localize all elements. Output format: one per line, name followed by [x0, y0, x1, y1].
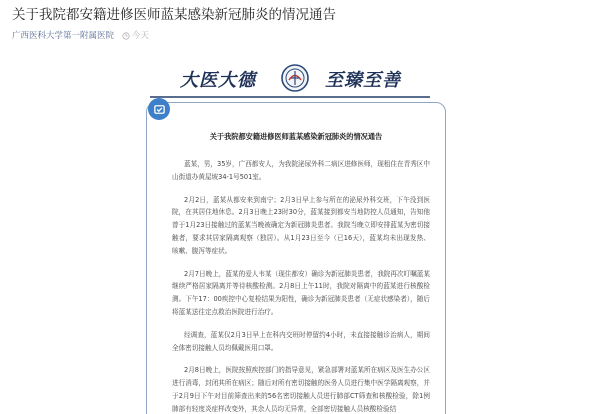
date-text: 今天	[132, 31, 150, 41]
document-paragraph: 2月8日晚上，医院按照疾控部门的指导意见，紧急部署对蓝某所在病区及医生办公区进行消毒，封闭其所在病区；随后对所有密切接触的医务人员进行集中医学隔离观察，并于2月9日下午对目前筛查出来的56名密切接触人员进行肺部CT筛查和核酸检验，除1例肺部有轻度炎症样改变外，其余人员均无异常，全部密切接触人员核酸检验结	[172, 366, 430, 413]
document-paragraph: 经调查，蓝某仅2月3日早上在科内交班时停留约4小时，未直接接触诊治病人，期间全体密切接触人员均佩戴医用口罩。	[172, 330, 430, 352]
document-badge	[148, 98, 170, 120]
account-name-link[interactable]: 广西医科大学第一附属医院	[12, 31, 115, 41]
article-meta	[12, 30, 588, 42]
document-paragraph: 蓝某，男，35岁，广西都安人，为我院泌尿外科二病区进修医师，现租住在青秀区中山街道办黄屋坡34-1号501室。	[172, 160, 430, 181]
date-label	[122, 30, 149, 42]
article-header	[0, 0, 600, 48]
document-paragraph: 2月2日，蓝某从都安来到南宁；2月3日早上参与所在的泌尿外科交班，下午没到医院，在其居住地休息。2月3日晚上23时30分，蓝某接到都安当地防控人员通知，告知他曾于1月23日接触过的蓝某当晚被确定为新冠肺炎患者。我院当晚立即安排蓝某为密切接触者，要求其居家隔离观察（独居）。从1月23日至今（已16天），蓝某均未出现发热、咳嗽、腹泻等症状。	[172, 195, 430, 255]
check-icon	[153, 103, 166, 116]
article-title: 关于我院都安籍进修医师蓝某感染新冠肺炎的情况通告	[12, 7, 336, 23]
hospital-emblem-icon	[280, 63, 310, 93]
clock-icon	[122, 32, 130, 40]
banner-motto-left: 大医大德	[180, 70, 256, 91]
document-paragraph: 2月7日晚上，蓝某的爱人韦某（现住都安）确诊为新冠肺炎患者，我院再次叮嘱蓝某继续严格居家隔离并等待核酸检测。2月8日上午11时，我院对隔离中的蓝某进行核酸检测。下午17：00疾控中心复检结果为阳性，确诊为新冠肺炎患者（无症状感染者），随后将蓝某送往定点救治医院进行治疗。	[172, 269, 430, 316]
banner-motto-right: 至臻至善	[325, 70, 401, 91]
hospital-banner	[150, 60, 430, 98]
document-body	[172, 158, 430, 414]
document-title: 关于我院都安籍进修医师蓝某感染新冠肺炎的情况通告	[209, 132, 383, 141]
